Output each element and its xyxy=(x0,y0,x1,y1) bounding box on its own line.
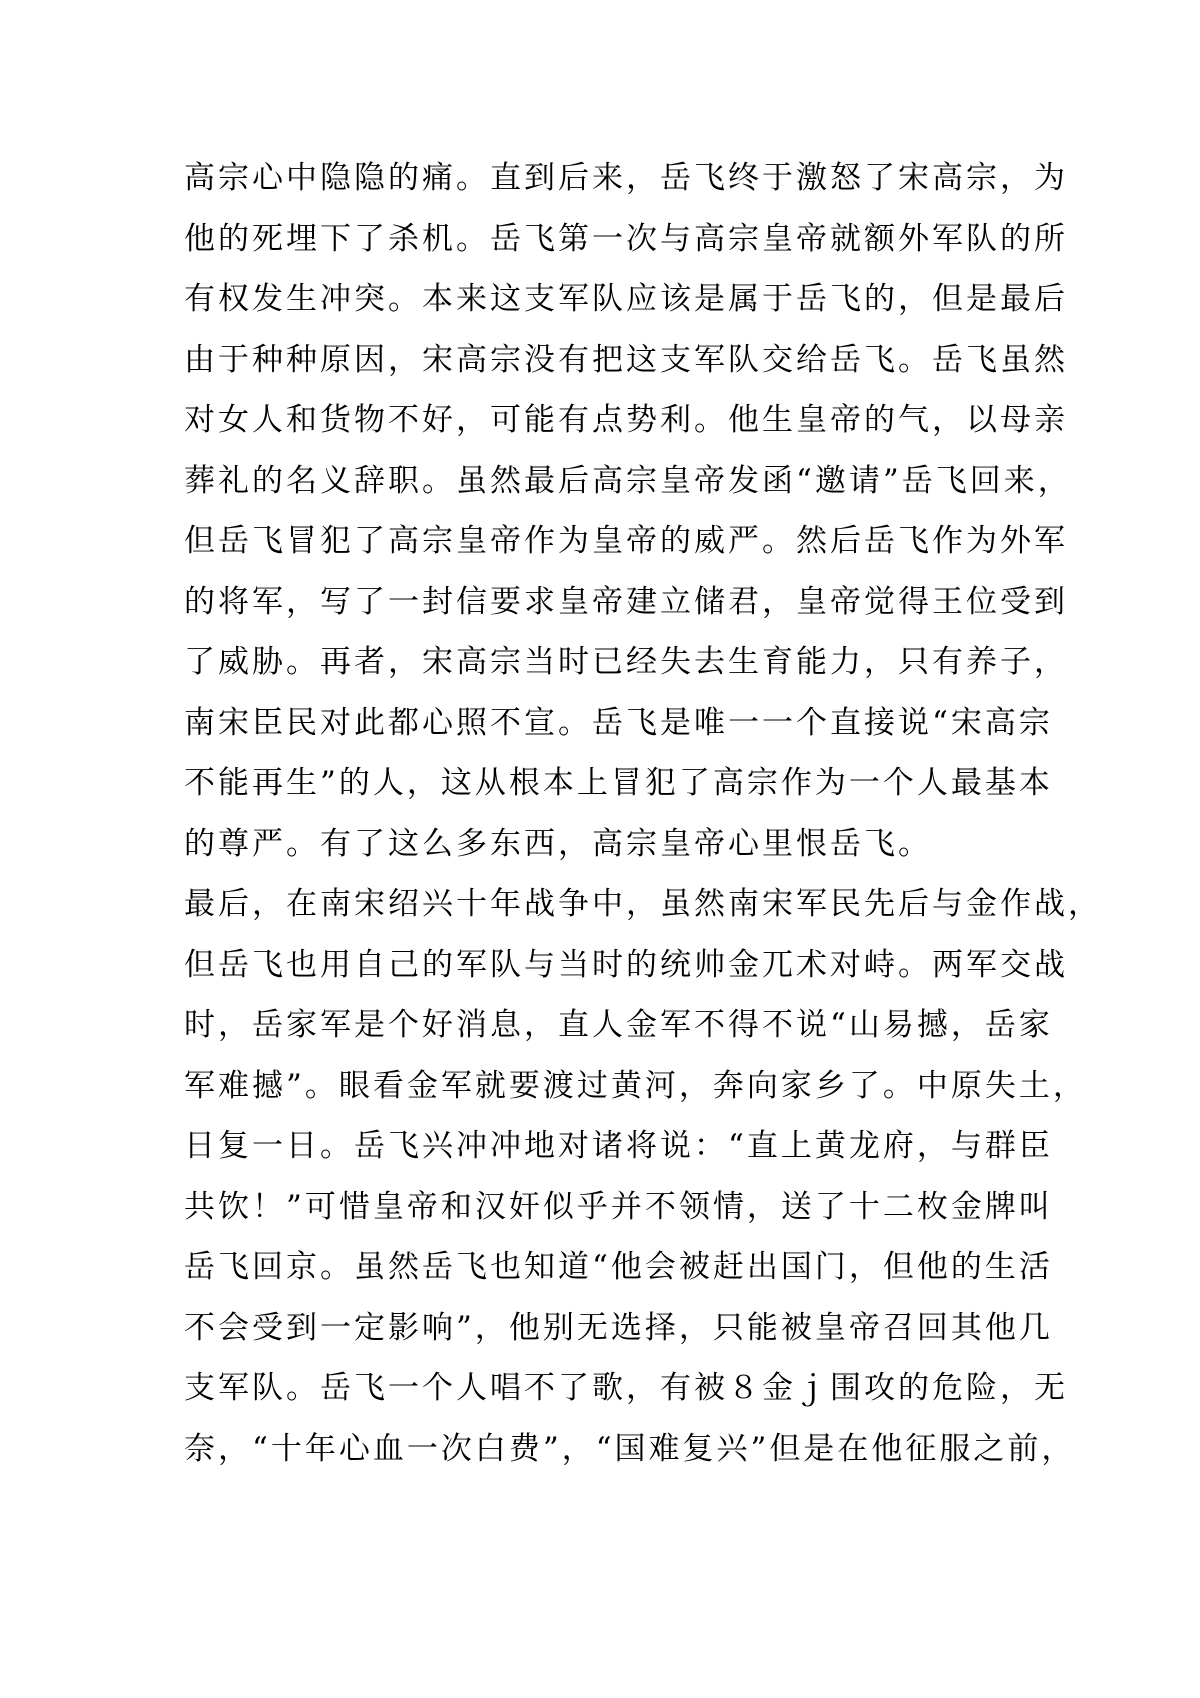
text-line: 日复一日。岳飞兴冲冲地对诸将说：“直上黄龙府，与群臣 xyxy=(184,1128,1053,1164)
text-line: 但岳飞冒犯了高宗皇帝作为皇帝的威严。然后岳飞作为外军 xyxy=(184,523,1068,559)
text-line: 有权发生冲突。本来这支军队应该是属于岳飞的，但是最后 xyxy=(184,281,1068,317)
text-line: 的将军，写了一封信要求皇帝建立储君，皇帝觉得王位受到 xyxy=(184,583,1068,620)
text-line: 支军队。岳飞一个人唱不了歌，有被８金ｊ围攻的危险，无 xyxy=(184,1370,1068,1406)
text-line: 奈，“十年心血一次白费”，“国难复兴”但是在他征服之前， xyxy=(184,1430,1076,1467)
text-line: 葬礼的名义辞职。虽然最后高宗皇帝发函“邀请”岳飞回来， xyxy=(184,462,1072,499)
text-line: 时，岳家军是个好消息，直人金军不得不说“山易撼，岳家 xyxy=(184,1007,1053,1043)
text-line: 高宗心中隐隐的痛。直到后来，岳飞终于激怒了宋高宗，为 xyxy=(184,160,1068,196)
text-line: 共饮！”可惜皇帝和汉奸似乎并不领情，送了十二枚金牌叫 xyxy=(184,1188,1053,1225)
text-line: 不会受到一定影响”，他别无选择，只能被皇帝召回其他几 xyxy=(184,1309,1053,1346)
text-line: 对女人和货物不好，可能有点势利。他生皇帝的气，以母亲 xyxy=(184,402,1068,438)
text-line: 但岳飞也用自己的军队与当时的统帅金兀术对峙。两军交战 xyxy=(184,946,1068,983)
text-line: 南宋臣民对此都心照不宣。岳飞是唯一一个直接说“宋高宗 xyxy=(184,704,1053,741)
text-line: 他的死埋下了杀机。岳飞第一次与高宗皇帝就额外军队的所 xyxy=(184,220,1068,257)
text-line: 最后，在南宋绍兴十年战争中，虽然南宋军民先后与金作战， xyxy=(184,886,1102,922)
text-line: 由于种种原因，宋高宗没有把这支军队交给岳飞。岳飞虽然 xyxy=(184,341,1068,378)
text-line: 岳飞回京。虽然岳飞也知道“他会被赶出国门，但他的生活 xyxy=(184,1249,1053,1285)
body-text xyxy=(184,148,1102,1479)
text-line: 不能再生”的人，这从根本上冒犯了高宗作为一个人最基本 xyxy=(184,765,1053,801)
text-line: 的尊严。有了这么多东西，高宗皇帝心里恨岳飞。 xyxy=(184,825,932,862)
text-line: 了威胁。再者，宋高宗当时已经失去生育能力，只有养子， xyxy=(184,644,1068,680)
text-line: 军难撼”。眼看金军就要渡过黄河，奔向家乡了。中原失土， xyxy=(184,1067,1087,1104)
